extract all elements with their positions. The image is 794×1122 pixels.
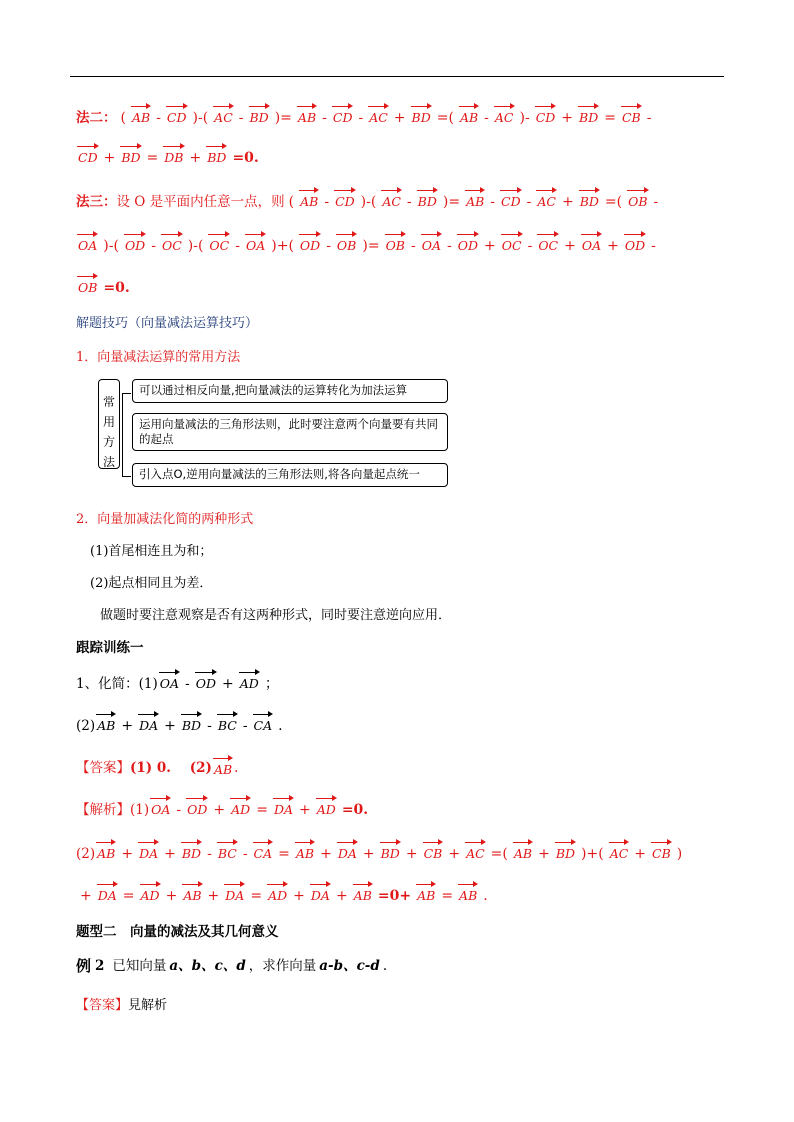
operator: +: [103, 150, 116, 166]
operator: +: [362, 846, 375, 862]
vector: AB: [513, 846, 533, 861]
vector: BC: [217, 846, 237, 861]
operator: -: [358, 110, 364, 126]
operator: )-(: [103, 238, 119, 254]
operator: +: [561, 110, 574, 126]
operator: -: [484, 110, 489, 126]
vector: CD: [78, 150, 98, 165]
example-2: 例 2 已知向量 a、b、c、d ，求作向量 a-b、c-d .: [76, 957, 388, 975]
vector-expression: [117, 108, 656, 128]
operator: +: [165, 888, 178, 904]
operator: (: [120, 110, 126, 126]
vector: AB: [300, 194, 319, 209]
method3-line3: [76, 268, 736, 298]
vector: AB: [297, 110, 317, 125]
practice-answer: 【答案】 (1) 0. (2) AB .: [76, 760, 239, 777]
vector: BC: [217, 718, 237, 733]
operator: +: [448, 846, 461, 862]
vector: OD: [195, 676, 217, 691]
operator: +: [538, 846, 550, 862]
vector: OD: [624, 238, 646, 253]
vector: OD: [299, 238, 321, 253]
vector: CD: [166, 110, 187, 125]
operator: +: [561, 194, 574, 210]
operator: =: [441, 888, 454, 904]
method3-line1: [76, 182, 736, 212]
vector: AD: [140, 888, 160, 903]
operator: ): [676, 846, 683, 862]
operator: -: [156, 110, 161, 126]
vector: AC: [537, 194, 556, 209]
vector: AB: [97, 846, 116, 861]
vector: AC: [369, 110, 388, 125]
operator: =0.: [232, 150, 259, 166]
vector: AD: [231, 802, 251, 817]
vector: CA: [253, 846, 273, 861]
operator: -: [526, 194, 532, 210]
operator: +: [189, 150, 202, 166]
operator: +: [121, 846, 134, 862]
vector-expression: [149, 800, 372, 820]
vector: CD: [501, 194, 521, 209]
operator: .: [278, 718, 283, 734]
vector: AB: [459, 110, 479, 125]
vector: OA: [581, 238, 602, 253]
vector: CD: [535, 110, 556, 125]
operator: -: [527, 238, 533, 254]
operator: -: [646, 110, 652, 126]
vector: CD: [332, 110, 353, 125]
vector: AB: [466, 194, 485, 209]
vector: OD: [124, 238, 146, 253]
operator: =: [256, 802, 268, 818]
vector-expression: [95, 716, 286, 736]
vector: AB: [131, 110, 151, 125]
vector: AC: [382, 194, 401, 209]
operator: +: [293, 888, 305, 904]
diagram-side-label: 常用方法: [98, 379, 120, 469]
vector: AD: [268, 888, 288, 903]
operator: -: [207, 718, 212, 734]
operator: =(: [490, 846, 508, 862]
diagram-item-2: 运用向量减法的三角形法则，此时要注意两个向量要有共同的起点: [132, 413, 448, 451]
vector: OC: [538, 238, 559, 253]
operator: )-(: [360, 194, 377, 210]
vector: DB: [164, 150, 184, 165]
diagram-item-1: 可以通过相反向量,把向量减法的运算转化为加法运算: [132, 379, 448, 403]
vector-expression: [76, 886, 492, 906]
operator: )=: [274, 110, 292, 126]
vector: DA: [337, 846, 357, 861]
operator: +: [405, 846, 418, 862]
operator: )+(: [271, 238, 294, 254]
operator: +: [484, 238, 496, 254]
operator: =0.: [341, 802, 369, 818]
tip2-item-2: (2)起点相同且为差．: [90, 576, 213, 591]
vector: OC: [209, 238, 230, 253]
vector: OD: [457, 238, 479, 253]
vector: BD: [181, 718, 202, 733]
operator: -: [238, 110, 244, 126]
vector-expression: [158, 674, 283, 694]
vector: BD: [555, 846, 576, 861]
vector: DA: [97, 888, 117, 903]
practice-analysis-1: 【解析】 (1) OA - OD + AD = DA + AD =0.: [76, 790, 736, 820]
practice-heading: 跟踪训练一: [76, 640, 144, 656]
practice-analysis-3: [76, 876, 736, 906]
operator: +: [207, 888, 220, 904]
operator: =(: [436, 110, 454, 126]
vector: DA: [310, 888, 330, 903]
operator: -: [322, 110, 327, 126]
operator: =(: [604, 194, 623, 210]
operator: -: [447, 238, 452, 254]
method3-label: 法三：: [76, 194, 117, 210]
operator: -: [242, 718, 248, 734]
operator: +: [164, 718, 176, 734]
operator: +: [121, 718, 134, 734]
vector: OC: [501, 238, 522, 253]
vector-expression: [76, 278, 134, 298]
vector: OA: [421, 238, 442, 253]
vector: AB: [459, 888, 478, 903]
vector: OD: [187, 802, 208, 817]
operator: -: [235, 238, 240, 254]
operator: -: [151, 238, 156, 254]
operator: )-(: [192, 110, 209, 126]
operator: +: [564, 238, 576, 254]
operator: +: [393, 110, 406, 126]
vector: AC: [466, 846, 485, 861]
vector: AB: [97, 718, 116, 733]
operator: +: [80, 888, 92, 904]
header-rule: [70, 76, 724, 77]
operator: +: [222, 676, 234, 692]
vector: CB: [621, 110, 641, 125]
vector: OC: [161, 238, 182, 253]
operator: (: [288, 194, 295, 210]
practice-q2: (2) AB + DA + BD - BC - CA .: [76, 706, 736, 736]
vector: OA: [245, 238, 266, 253]
vector: AB: [183, 888, 202, 903]
operator: +: [607, 238, 619, 254]
vector: AB: [417, 888, 436, 903]
vector: CB: [652, 846, 671, 861]
vector-expression: [76, 236, 660, 256]
vector: CA: [253, 718, 273, 733]
operator: +: [335, 888, 348, 904]
vector: AC: [214, 110, 233, 125]
vector: BD: [249, 110, 269, 125]
vector: OB: [336, 238, 357, 253]
practice-analysis-2: (2) AB + DA + BD - BC - CA = AB + DA + BD + CB + AC =( AB + BD )+( AC + CB ): [76, 834, 736, 864]
operator: -: [176, 802, 182, 818]
operator: +: [634, 846, 647, 862]
operator: -: [406, 194, 412, 210]
vector: BD: [579, 194, 599, 209]
operator: =0.: [103, 280, 130, 296]
vector: OB: [628, 194, 648, 209]
practice-q1: 1、化简：(1) OA - OD + AD ；: [76, 664, 736, 694]
operator: )=: [442, 194, 461, 210]
operator: =: [146, 150, 159, 166]
operator: =: [604, 110, 616, 126]
operator: +: [213, 802, 226, 818]
vector: AB: [213, 762, 233, 777]
vector-expression: [95, 844, 686, 864]
operator: +: [299, 802, 311, 818]
example-answer: 【答案】 見解析: [76, 998, 168, 1013]
operator: )-(: [187, 238, 204, 254]
type2-heading: 题型二 向量的减法及其几何意义: [76, 924, 279, 940]
vector: AD: [239, 676, 259, 691]
vector: BD: [579, 110, 599, 125]
vector: OB: [78, 280, 98, 295]
vector: AB: [353, 888, 372, 903]
vector: BD: [207, 150, 227, 165]
vector: BD: [121, 150, 141, 165]
vector: AC: [609, 846, 629, 861]
vector: DA: [273, 802, 294, 817]
operator: +: [320, 846, 332, 862]
operator: -: [324, 194, 330, 210]
method3-line2: [76, 226, 736, 256]
tip1-heading: 1．向量减法运算的常用方法: [76, 350, 241, 365]
vector: OA: [151, 802, 171, 817]
vector: DA: [225, 888, 245, 903]
vector: BD: [411, 110, 431, 125]
operator: -: [207, 846, 212, 862]
diagram-brace: [122, 393, 131, 477]
vector: BD: [380, 846, 400, 861]
operator: -: [653, 194, 659, 210]
tip2-heading: 2．向量加减法化简的两种形式: [76, 512, 254, 527]
vector-expression: [285, 192, 663, 212]
method2-label: 法二：: [76, 110, 117, 126]
tips-heading: 解题技巧（向量减法运算技巧）: [76, 316, 259, 331]
operator: =: [122, 888, 135, 904]
operator: =: [250, 888, 263, 904]
vector: CD: [335, 194, 355, 209]
operator: -: [490, 194, 496, 210]
method3-intro: 设 O 是平面内任意一点，则: [116, 194, 285, 210]
method2-line1: [76, 98, 736, 128]
operator: -: [242, 846, 248, 862]
operator: ；: [264, 676, 279, 692]
method2-line2: [76, 138, 736, 168]
operator: =: [278, 846, 290, 862]
vector: CB: [423, 846, 443, 861]
vector: OA: [159, 676, 179, 691]
vector: OA: [78, 238, 98, 253]
vector: AC: [494, 110, 514, 125]
vector: DA: [139, 846, 159, 861]
operator: =0+: [377, 888, 412, 904]
diagram-item-3: 引入点O,逆用向量减法的三角形法则,将各向量起点统一: [132, 463, 448, 487]
vector: AB: [295, 846, 315, 861]
vector: DA: [139, 718, 159, 733]
operator: -: [326, 238, 331, 254]
operator: )=: [362, 238, 380, 254]
operator: )-: [519, 110, 530, 126]
vector: BD: [417, 194, 437, 209]
operator: +: [164, 846, 176, 862]
operator: -: [185, 676, 190, 692]
tip2-note: 做题时要注意观察是否有这两种形式，同时要注意逆向应用．: [100, 608, 452, 623]
operator: )+(: [581, 846, 604, 862]
vector: BD: [181, 846, 202, 861]
operator: .: [483, 888, 488, 904]
vector: OB: [385, 238, 405, 253]
vector: AD: [316, 802, 336, 817]
tip2-item-1: (1)首尾相连且为和；: [90, 544, 213, 559]
operator: -: [411, 238, 416, 254]
vector-expression: [76, 148, 263, 168]
operator: -: [651, 238, 656, 254]
